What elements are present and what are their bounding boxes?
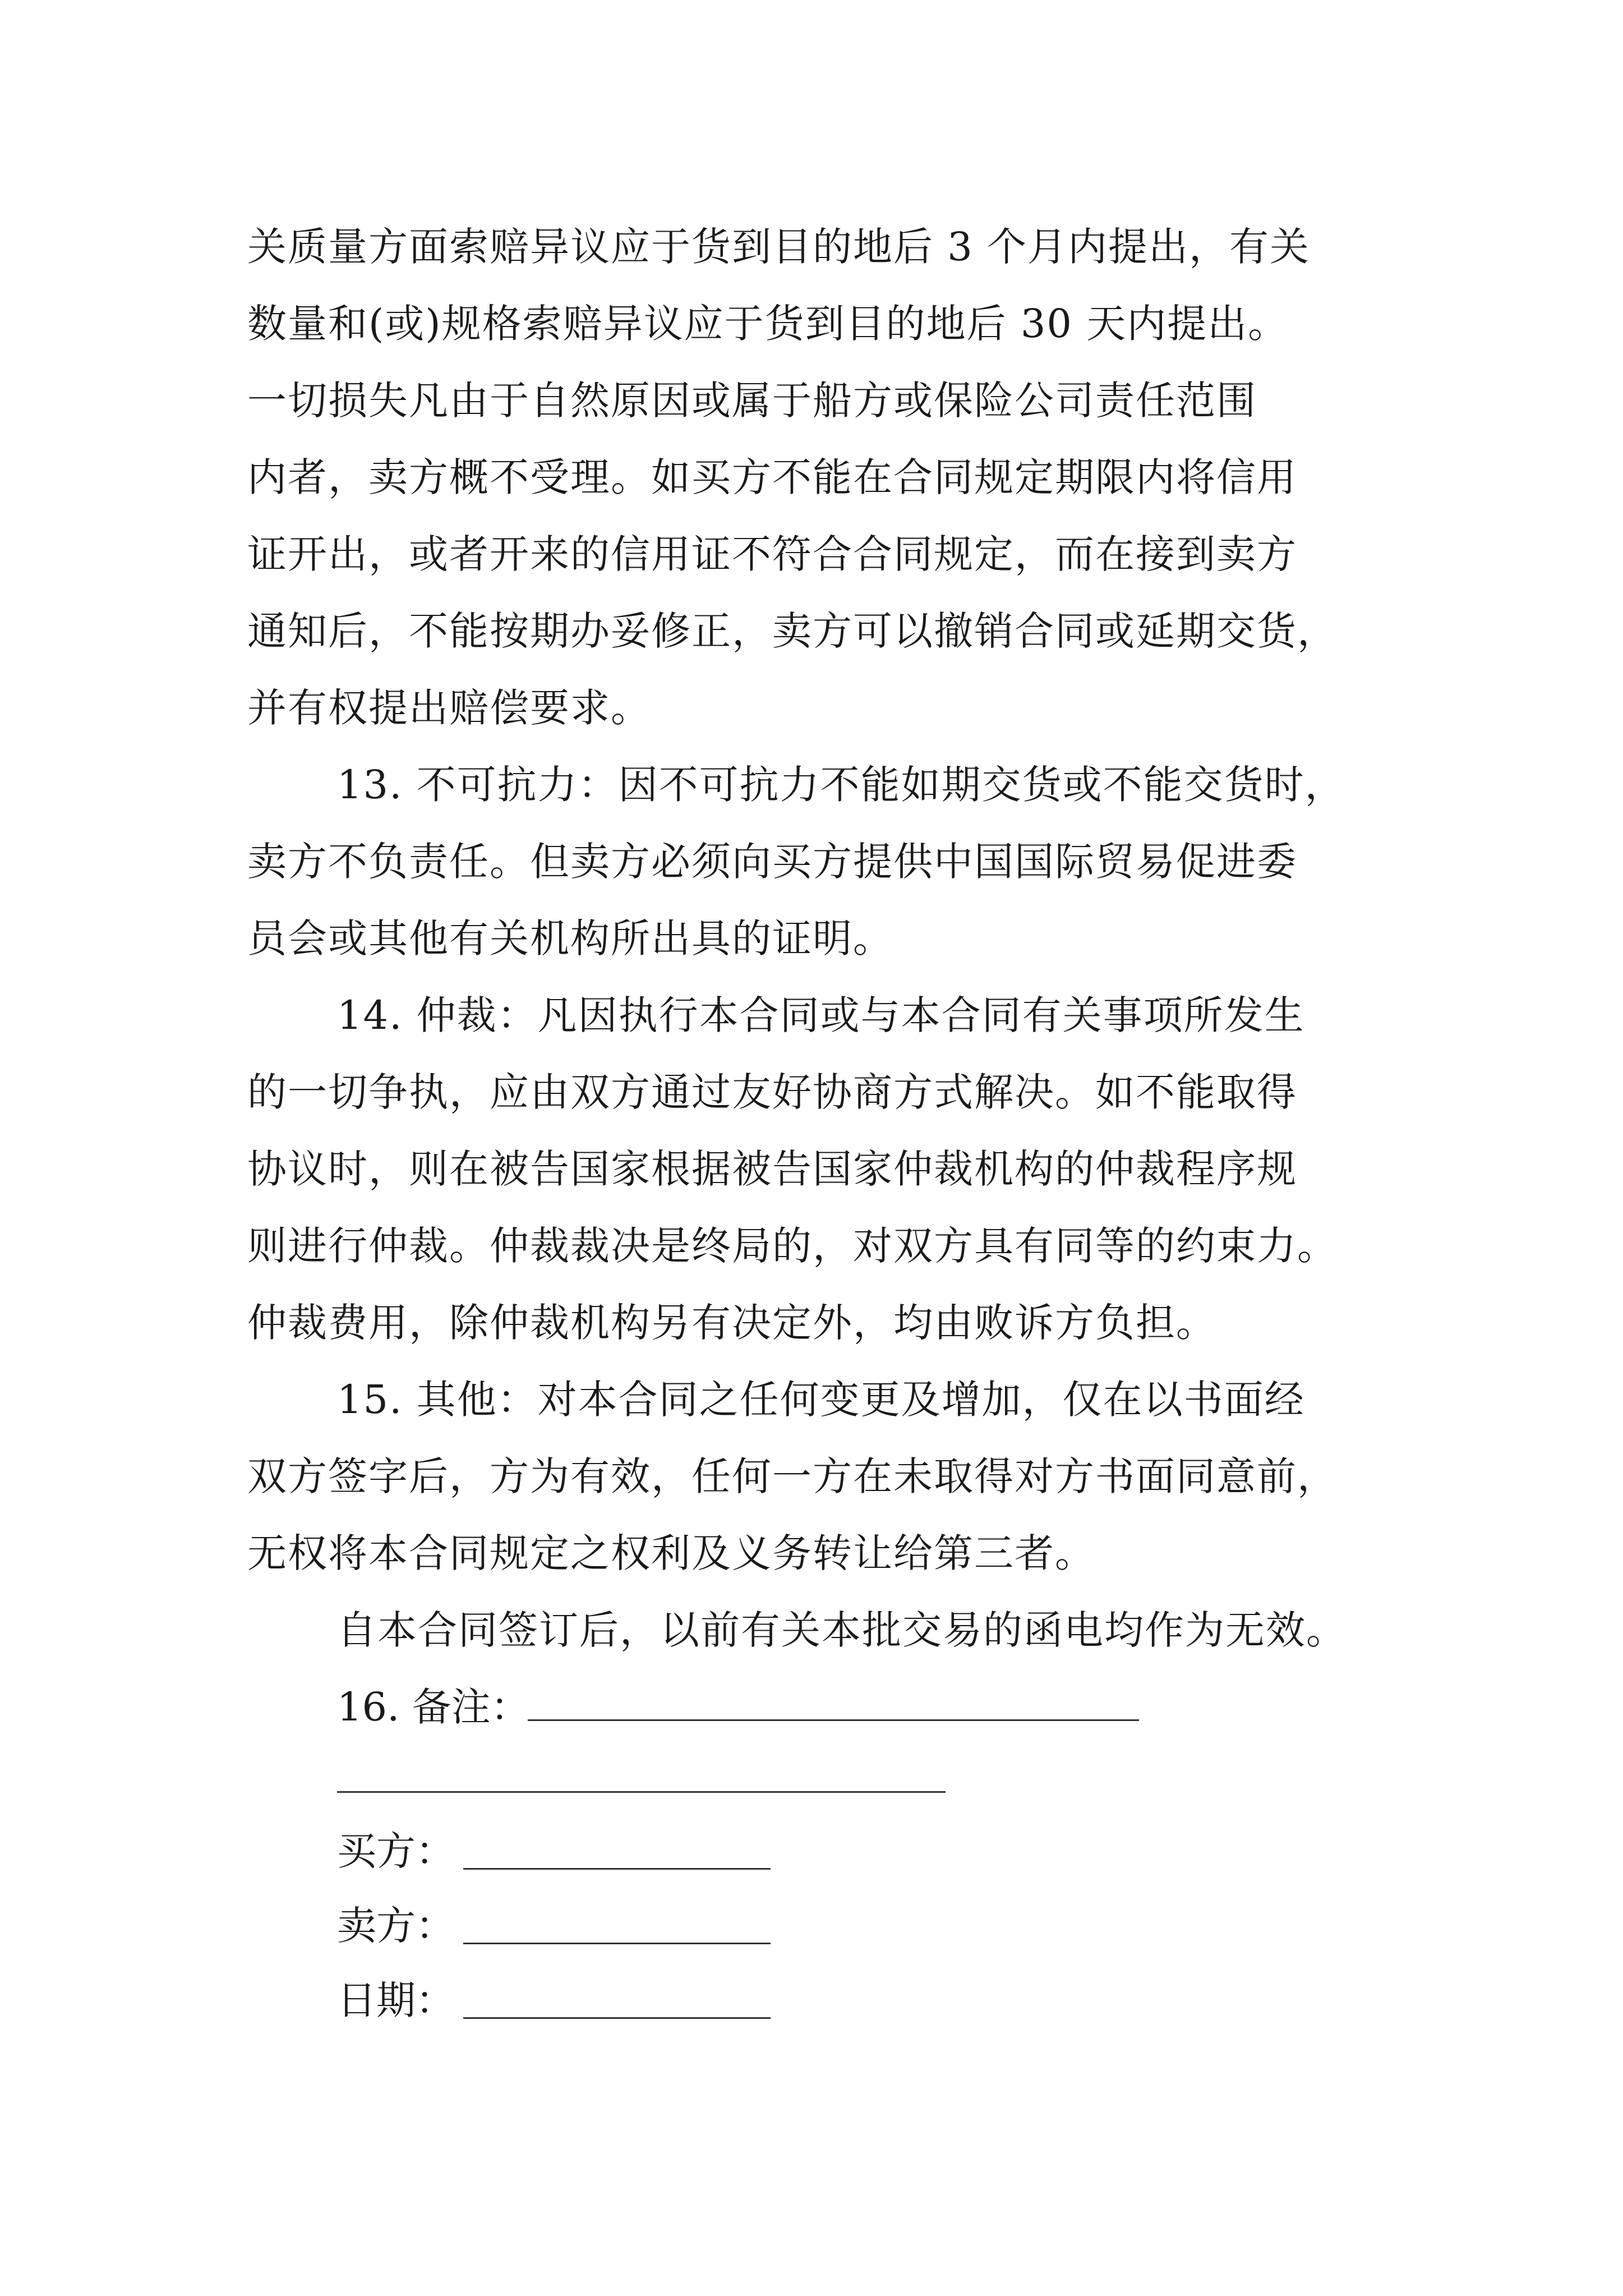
date-field[interactable] [463,2017,771,2019]
date-label: 日期： [337,1977,455,2023]
paragraph-line: 数量和(或)规格索赔异议应于货到目的地后 30 天内提出。 [247,301,1289,347]
paragraph-line: 内者，卖方概不受理。如买方不能在合同规定期限内将信用 [247,454,1297,500]
date-row [337,1972,455,2028]
paragraph-line: 证开出，或者开来的信用证不符合合同规定，而在接到卖方 [247,531,1297,577]
remarks-blank-line-2[interactable] [337,1791,946,1793]
clause-13-heading-line: 13. 不可抗力：因不可抗力不能如期交货或不能交货时， [337,762,1345,808]
remarks-blank-line-1[interactable] [528,1719,1139,1721]
paragraph-line: 并有权提出赔偿要求。 [247,685,651,731]
buyer-row [337,1823,455,1879]
buyer-label: 买方： [337,1828,455,1874]
paragraph-line: 仲裁费用，除仲裁机构另有决定外，均由败诉方负担。 [247,1300,1216,1346]
paragraph-line: 的一切争执，应由双方通过友好协商方式解决。如不能取得 [247,1069,1297,1115]
remarks-row [337,1679,530,1735]
seller-label: 卖方： [337,1903,455,1949]
paragraph-line: 无权将本合同规定之权利及义务转让给第三者。 [247,1530,1095,1576]
paragraph-line: 员会或其他有关机构所出具的证明。 [247,915,893,961]
paragraph-line: 协议时，则在被告国家根据被告国家仲裁机构的仲裁程序规 [247,1146,1297,1192]
paragraph-line: 自本合同签订后，以前有关本批交易的函电均作为无效。 [337,1607,1347,1653]
paragraph-line: 双方签字后，方为有效，任何一方在未取得对方书面同意前， [247,1453,1338,1499]
paragraph-line: 卖方不负责任。但卖方必须向买方提供中国国际贸易促进委 [247,839,1297,885]
paragraph-line: 关质量方面索赔异议应于货到目的地后 3 个月内提出，有关 [247,224,1311,270]
seller-signature-field[interactable] [463,1943,771,1944]
paragraph-line: 则进行仲裁。仲裁裁决是终局的，对双方具有同等的约束力。 [247,1223,1338,1269]
paragraph-line: 一切损失凡由于自然原因或属于船方或保险公司责任范围 [247,378,1257,424]
clause-14-heading-line: 14. 仲裁：凡因执行本合同或与本合同有关事项所发生 [337,992,1305,1038]
paragraph-line: 通知后，不能按期办妥修正，卖方可以撤销合同或延期交货， [247,608,1338,654]
seller-row [337,1898,455,1954]
buyer-signature-field[interactable] [463,1868,771,1870]
clause-15-heading-line: 15. 其他：对本合同之任何变更及增加，仅在以书面经 [337,1377,1305,1423]
remarks-label: 16. 备注： [337,1684,530,1730]
